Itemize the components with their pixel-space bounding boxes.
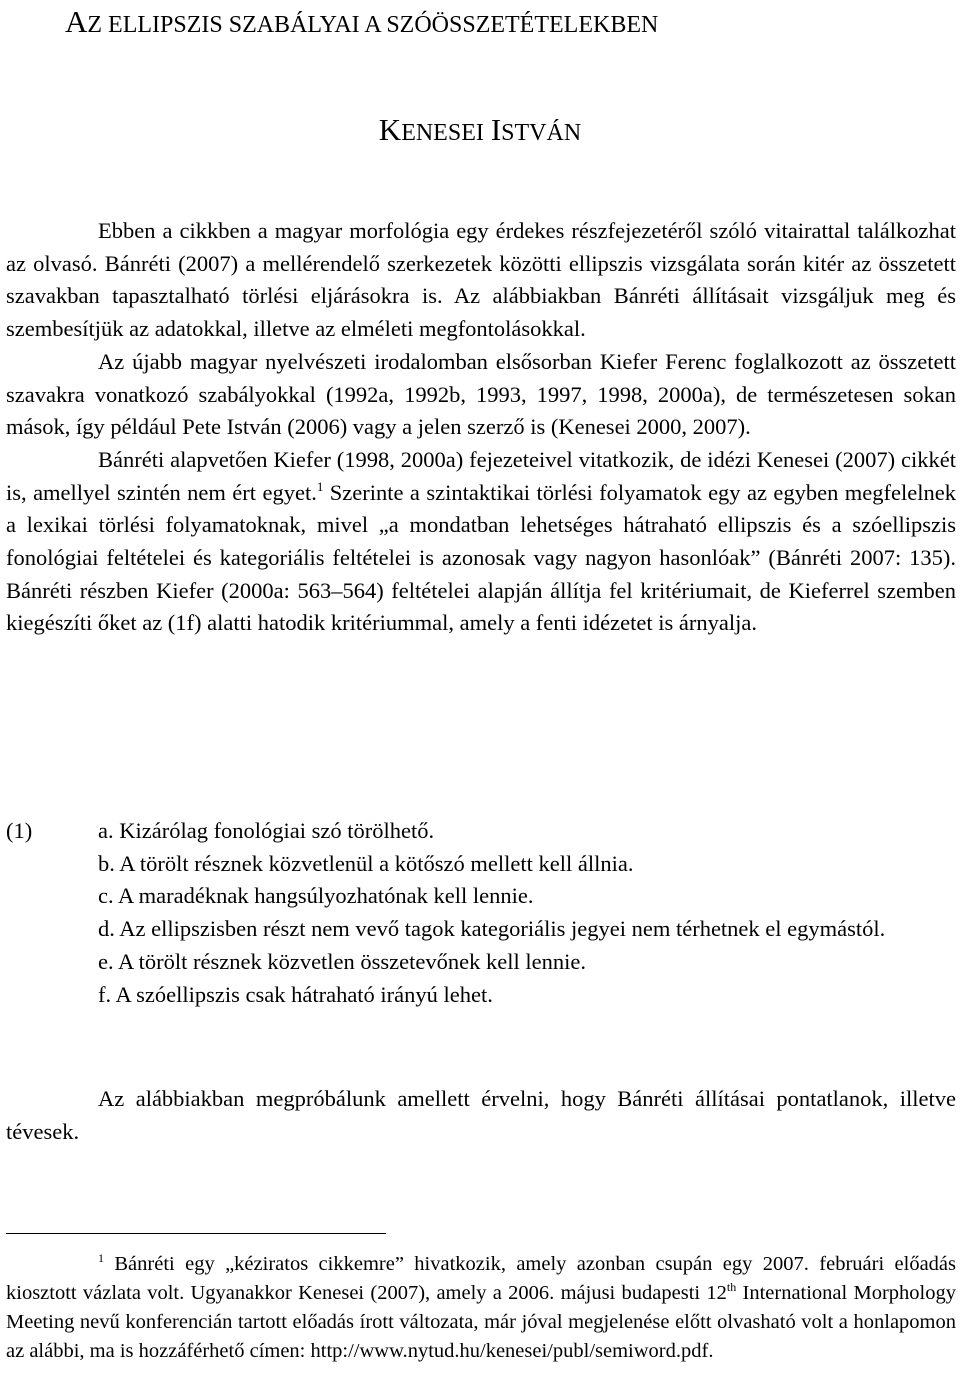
criterion-item: d. Az ellipszisben részt nem vevő tagok kategoriális jegyei nem térhetnek el egymástól. <box>98 916 886 942</box>
article-body <box>6 215 956 640</box>
example-number: (1) <box>6 818 33 843</box>
paragraph-intro: Ebben a cikkben a magyar morfológia egy érdekes részfejezetéről szóló vitairattal találkozhat az olvasó. Bánréti (2007) a mellérendelő szerkezetek közötti ellipszis vizsgálata során kitér az összetett szavakban tapasztalható törlési eljárásokra is. Az alábbiakban Bánréti állításait vizsgáljuk meg és szembesítjük az adatokkal, illetve az elméleti megfontolásokkal. <box>6 218 956 342</box>
article-title <box>65 2 945 45</box>
footnote-text-start: Bánréti egy „kéziratos cikkemre” hivatkozik, amely azonban csupán egy 2007. februári előadás kiosztott vázlata volt. Ugyanakkor Kenesei (2007), amely a 2006. májusi budapesti 12 <box>6 1253 956 1304</box>
author-rest-2: STVÁN <box>501 120 582 146</box>
footnote-text <box>6 1250 956 1366</box>
paragraph-closing: Az alábbiakban megpróbálunk amellett érvelni, hogy Bánréti állításai pontatlanok, illetve tévesek. <box>6 1086 956 1144</box>
closing-section <box>6 1083 956 1148</box>
paragraph-banreti-start: Bánréti alapvetően Kiefer (1998, 2000a) fejezeteivel vitatkozik, de idézi Kenesei (2007) cikkét is, amellyel szintén nem ért egyet. <box>6 446 956 505</box>
criteria-list <box>98 815 956 1011</box>
criterion-item: b. A törölt résznek közvetlenül a kötőszó mellett kell állnia. <box>98 850 634 876</box>
footnote <box>6 1250 956 1366</box>
paragraph-banreti-end: Szerinte a szintaktikai törlési folyamatok egy az egyben megfelelnek a lexikai törlési folyamatoknak, mivel „a mondatban lehetséges hátraható ellipszis és a szóellipszis fonológiai feltételei és kategoriális feltételei is azonosak vagy nagyon hasonlóak” (Bánréti 2007: 135). Bánréti részben Kiefer (2000a: 563–564) feltételei alapján állítja fel kritériumait, de Kieferrel szemben kiegészíti őket az (1f) alatti hatodik kritériummal, amely a fenti idézetet is árnyalja. <box>6 479 956 636</box>
criterion-item: e. A törölt résznek közvetlen összetevőnek kell lennie. <box>98 948 586 974</box>
title-rest: Z ELLIPSZIS SZABÁLYAI A SZÓÖSSZETÉTELEKBEN <box>87 12 659 38</box>
criterion-item: f. A szóellipszis csak hátraható irányú lehet. <box>98 981 493 1007</box>
example-list <box>6 815 956 1011</box>
title-initial: A <box>65 4 88 39</box>
criterion-item: c. A maradéknak hangsúlyozhatónak kell lennie. <box>98 883 534 909</box>
paragraph-banreti <box>6 444 956 640</box>
author-initial-2: I <box>490 112 502 147</box>
paragraph-literature: Az újabb magyar nyelvészeti irodalomban elsősorban Kiefer Ferenc foglalkozott az összetett szavakra vonatkozó szabályokkal (1992a, 1992b, 1993, 1997, 1998, 2000a), de természetesen sokan mások, így például Pete István (2006) vagy a jelen szerző is (Kenesei 2000, 2007). <box>6 348 956 440</box>
author-rest-1: ENESEI <box>401 120 484 146</box>
footnote-reference[interactable]: 1 <box>316 478 324 494</box>
footnote-separator <box>6 1233 386 1234</box>
footnote-ordinal-suffix: th <box>726 1280 737 1294</box>
article-author <box>0 112 960 151</box>
criterion-item: a. Kizárólag fonológiai szó törölhető. <box>98 818 435 843</box>
footnote-marker: 1 <box>98 1251 104 1265</box>
footnote-text-end: International Morphology Meeting nevű konferencián tartott előadás írott változata, már jóval megjelenése előtt olvasható volt a honlapomon az alábbi, ma is hozzáférhető címen: http://www.nytud.hu/kenesei/publ/semiword.pdf. <box>6 1282 957 1362</box>
author-initial-1: K <box>378 112 402 147</box>
